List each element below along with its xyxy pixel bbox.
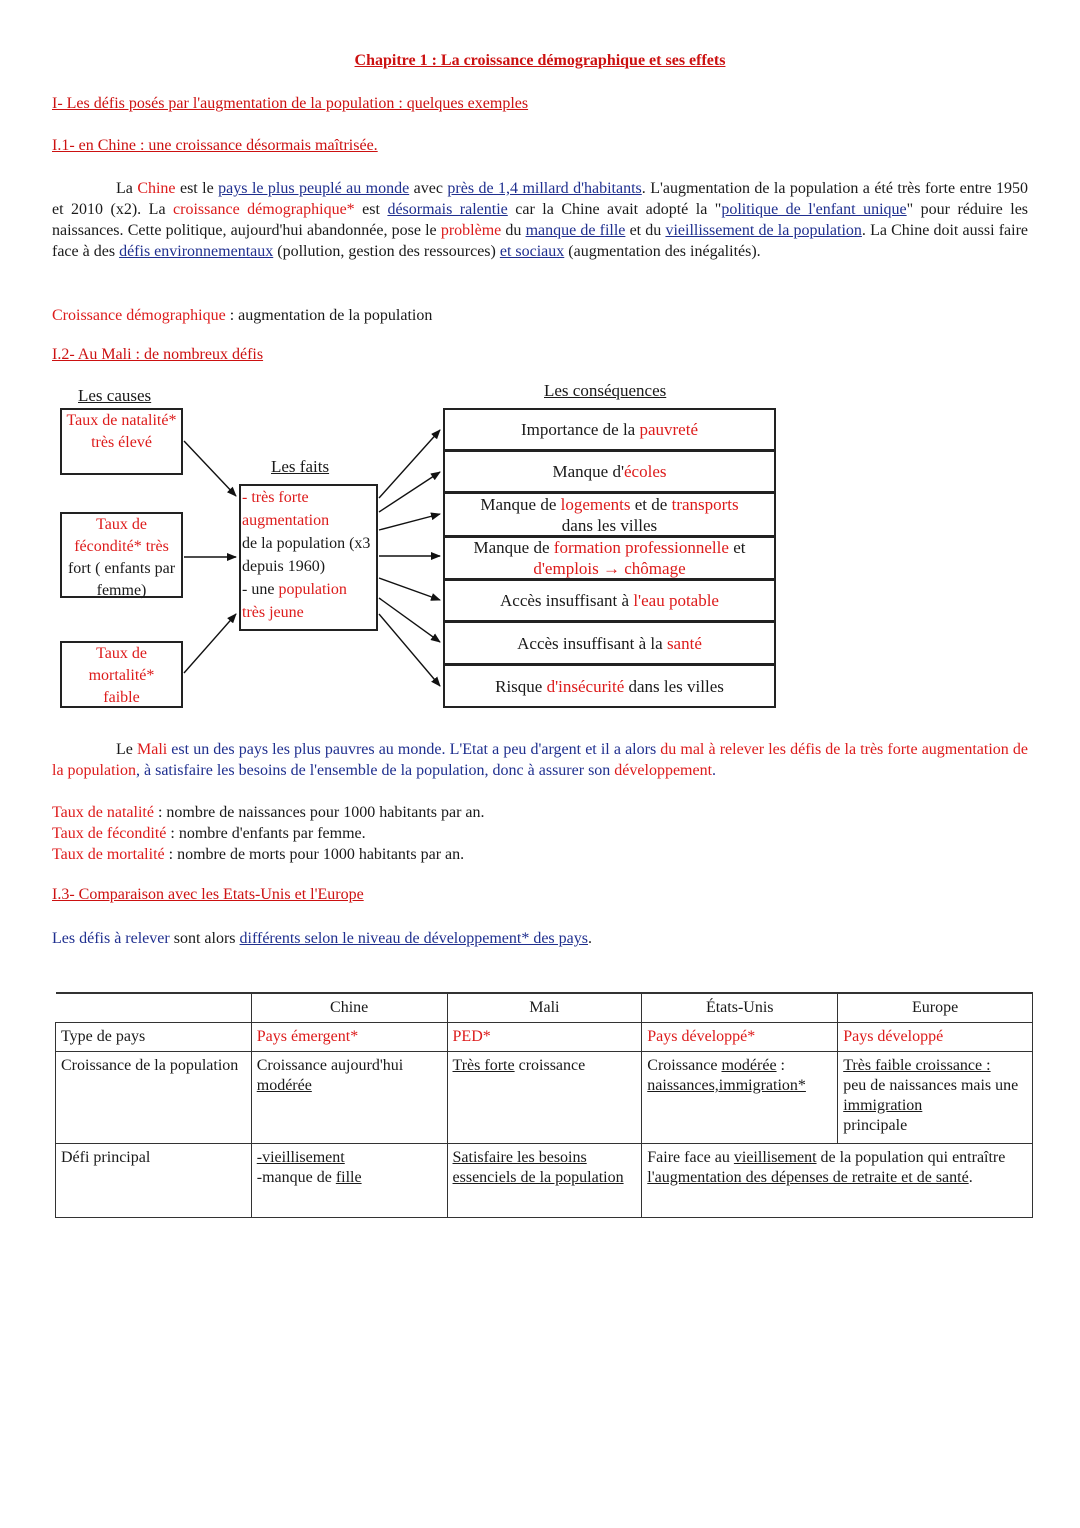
cause-natalite: Taux de natalité* très élevé [60, 408, 183, 475]
arrow-faits-eau [379, 578, 440, 600]
faits-label: Les faits [271, 457, 330, 476]
arrow-faits-sante [379, 598, 440, 642]
faits-box: - très forte augmentation de la population (x3 depuis 1960) - une population très jeune [239, 484, 378, 631]
cell-usa-croissance: Croissance modérée : naissances,immigration* [642, 1052, 838, 1144]
header-chine: Chine [251, 993, 447, 1023]
consequence-insecurite: Risque d'insécurité dans les villes [443, 664, 776, 708]
cell-chine-type: Pays émergent* [251, 1023, 447, 1052]
cell-mali-croissance: Très forte croissance [447, 1052, 642, 1144]
consequences-label: Les conséquences [544, 381, 667, 400]
causes-label: Les causes [78, 386, 152, 405]
cause-mortalite: Taux de mortalité* faible [60, 641, 183, 708]
subheading-china: I.1- en Chine : une croissance désormais maîtrisée. [52, 137, 378, 154]
cell-usa-type: Pays développé* [642, 1023, 838, 1052]
arrow-mortalite-faits [184, 614, 236, 673]
china-paragraph: La Chine est le pays le plus peuplé au monde avec près de 1,4 millard d'habitants. L'augmentation de la population a été très forte entre 1950 et 2010 (x2). La croissance démographique* est désormais ralentie car la Chine avait adopté la "politique de l'enfant unique" pour réduire les naissances. Cette politique, aujourd'hui abandonnée, pose le problème du manque de fille et du vieillissement de la population. La Chine doit aussi faire face à des défis environnementaux (pollution, gestion des ressources) et sociaux (augmentation des inégalités). [52, 180, 1029, 260]
arrow-faits-insecurite [379, 614, 440, 686]
definition-mortalite: Taux de mortalité : nombre de morts pour 1000 habitants par an. [52, 846, 465, 863]
table-row [56, 1144, 1033, 1218]
table-row [56, 1052, 1033, 1144]
table-corner [56, 993, 252, 1023]
row-label-defi: Défi principal [56, 1144, 252, 1218]
definition-natalite: Taux de natalité : nombre de naissances pour 1000 habitants par an. [52, 804, 485, 821]
arrow-faits-logements [379, 514, 440, 530]
header-europe: Europe [838, 993, 1033, 1023]
table-header-row [56, 993, 1033, 1023]
page-title: Chapitre 1 : La croissance démographique et ses effets [354, 52, 726, 69]
cell-usa-europe-defi: Faire face au vieillisement de la population qui entraître l'augmentation des dépenses de retraite et de santé. [642, 1144, 1033, 1218]
header-etats-unis: États-Unis [642, 993, 838, 1023]
row-label-type: Type de pays [56, 1023, 252, 1052]
cell-mali-defi: Satisfaire les besoins essenciels de la population [447, 1144, 642, 1218]
header-mali: Mali [447, 993, 642, 1023]
defis-line: Les défis à relever sont alors différents selon le niveau de développement* des pays. [52, 930, 592, 947]
definition-croissance: Croissance démographique : augmentation de la population [52, 307, 433, 324]
consequence-eau: Accès insuffisant à l'eau potable [443, 579, 776, 622]
arrow-faits-ecoles [379, 472, 440, 512]
cell-mali-type: PED* [447, 1023, 642, 1052]
mali-paragraph: Le Mali est un des pays les plus pauvres au monde. L'Etat a peu d'argent et il a alors du mal à relever les défis de la très forte augmentation de la population, à satisfaire les besoins de l'ensemble de la population, donc à assurer son développement. [52, 741, 1028, 779]
table-row [56, 1023, 1033, 1052]
cell-chine-defi: -vieillisement -manque de fille [251, 1144, 447, 1218]
arrow-natalite-faits [184, 441, 236, 496]
definition-fecondite: Taux de fécondité : nombre d'enfants par femme. [52, 825, 366, 842]
cell-chine-croissance: Croissance aujourd'hui modérée [251, 1052, 447, 1144]
subheading-mali: I.2- Au Mali : de nombreux défis [52, 346, 264, 363]
consequence-pauvrete: Importance de la pauvreté [443, 408, 776, 451]
row-label-croissance: Croissance de la population [56, 1052, 252, 1144]
consequence-formation: Manque de formation professionnelle et d'emplois → chômage [443, 536, 776, 580]
cell-europe-croissance: Très faible croissance : peu de naissances mais une immigration principale [838, 1052, 1033, 1144]
comparison-table [55, 992, 1033, 1218]
consequence-sante: Accès insuffisant à la santé [443, 621, 776, 665]
diagram-arrows [0, 0, 1080, 760]
cell-europe-type: Pays développé [838, 1023, 1033, 1052]
section-heading-1: I- Les défis posés par l'augmentation de la population : quelques exemples [52, 95, 529, 112]
consequence-logements: Manque de logements et de transports dans les villes [443, 492, 776, 537]
cause-fecondite: Taux de fécondité* très fort ( enfants par femme) [60, 512, 183, 598]
subheading-comparaison: I.3- Comparaison avec les Etats-Unis et l'Europe [52, 886, 364, 903]
consequence-ecoles: Manque d'écoles [443, 450, 776, 493]
arrow-faits-pauvrete [379, 430, 440, 498]
